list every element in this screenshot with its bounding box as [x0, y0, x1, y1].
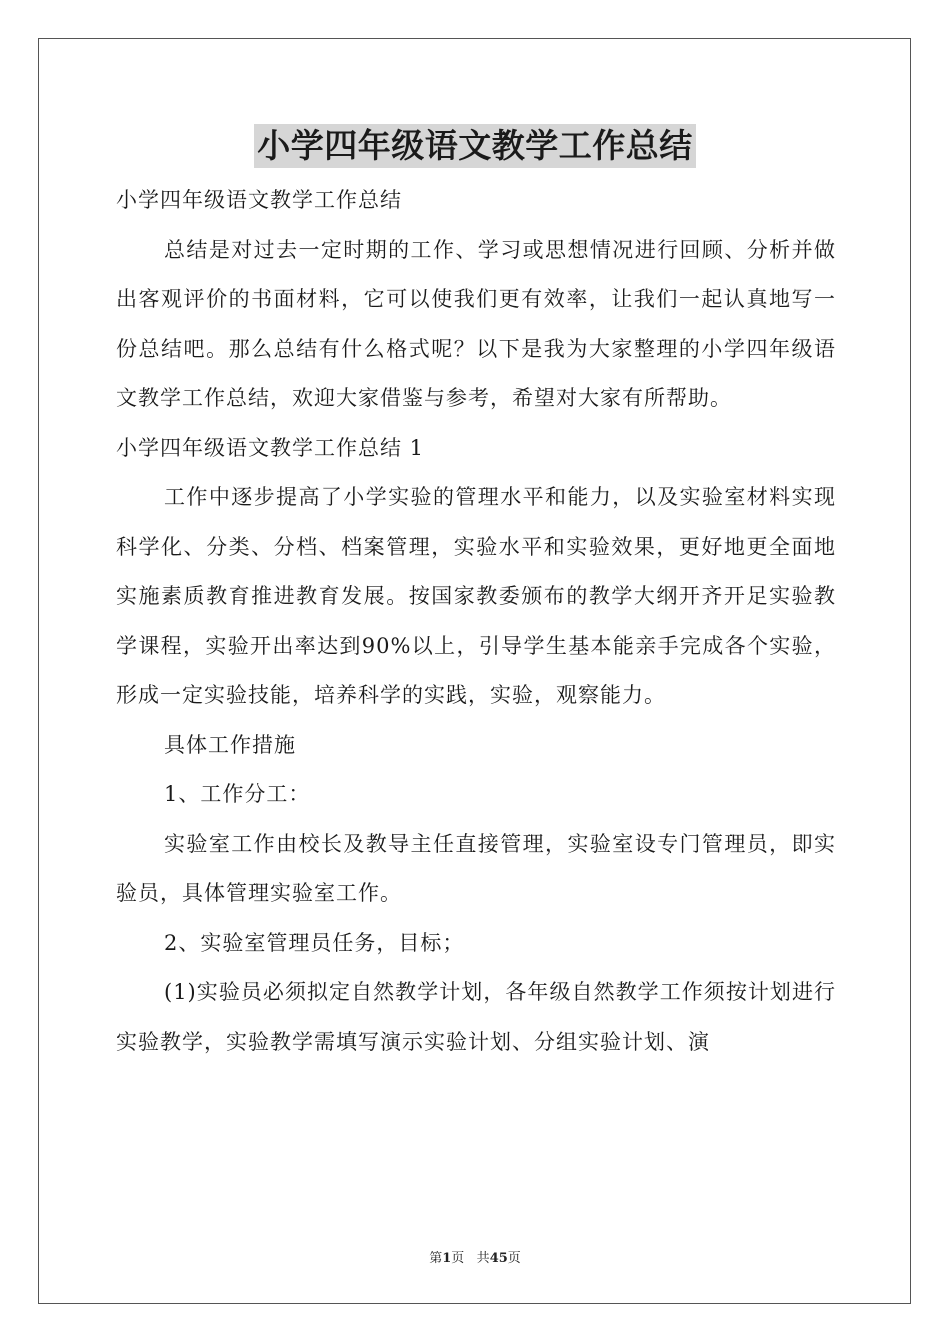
- page-prefix: 第: [429, 1251, 443, 1266]
- page-number: 1: [442, 1251, 452, 1266]
- title-container: [0, 124, 950, 168]
- list-item-1-heading: 1、工作分工：: [164, 782, 311, 806]
- body-paragraph: 实验室工作由校长及教导主任直接管理，实验室设专门管理员，即实验员，具体管理实验室工作。: [116, 831, 836, 905]
- intro-paragraph: 总结是对过去一定时期的工作、学习或思想情况进行回顾、分析并做出客观评价的书面材料，它可以使我们更有效率，让我们一起认真地写一份总结吧。那么总结有什么格式呢？以下是我为大家整理的小学四年级语文教学工作总结，欢迎大家借鉴与参考，希望对大家有所帮助。: [116, 237, 836, 410]
- page-footer: [0, 1247, 950, 1266]
- total-prefix: 共: [476, 1251, 490, 1266]
- list-item-2-heading: 2、实验室管理员任务，目标；: [164, 930, 465, 955]
- document-body: [116, 176, 836, 1067]
- measures-heading: 具体工作措施: [164, 732, 296, 757]
- body-paragraph: 工作中逐步提高了小学实验的管理水平和能力，以及实验室材料实现科学化、分类、分档、档案管理，实验水平和实验效果，更好地更全面地实施素质教育推进教育发展。按国家教委颁布的教学大纲开齐开足实验教学课程，实验开出率达到90%以上，引导学生基本能亲手完成各个实验，形成一定实验技能，培养科学的实践，实验，观察能力。: [116, 485, 836, 707]
- subtitle-heading: 小学四年级语文教学工作总结: [116, 188, 402, 212]
- section-heading-1: 小学四年级语文教学工作总结 1: [116, 435, 425, 460]
- page-total: 45: [489, 1251, 508, 1266]
- body-paragraph: (1)实验员必须拟定自然教学计划，各年级自然教学工作须按计划进行实验教学，实验教学需填写演示实验计划、分组实验计划、演: [116, 980, 836, 1054]
- page-suffix: 页: [451, 1251, 465, 1266]
- document-title: 小学四年级语文教学工作总结: [254, 124, 696, 168]
- total-suffix: 页: [507, 1251, 521, 1266]
